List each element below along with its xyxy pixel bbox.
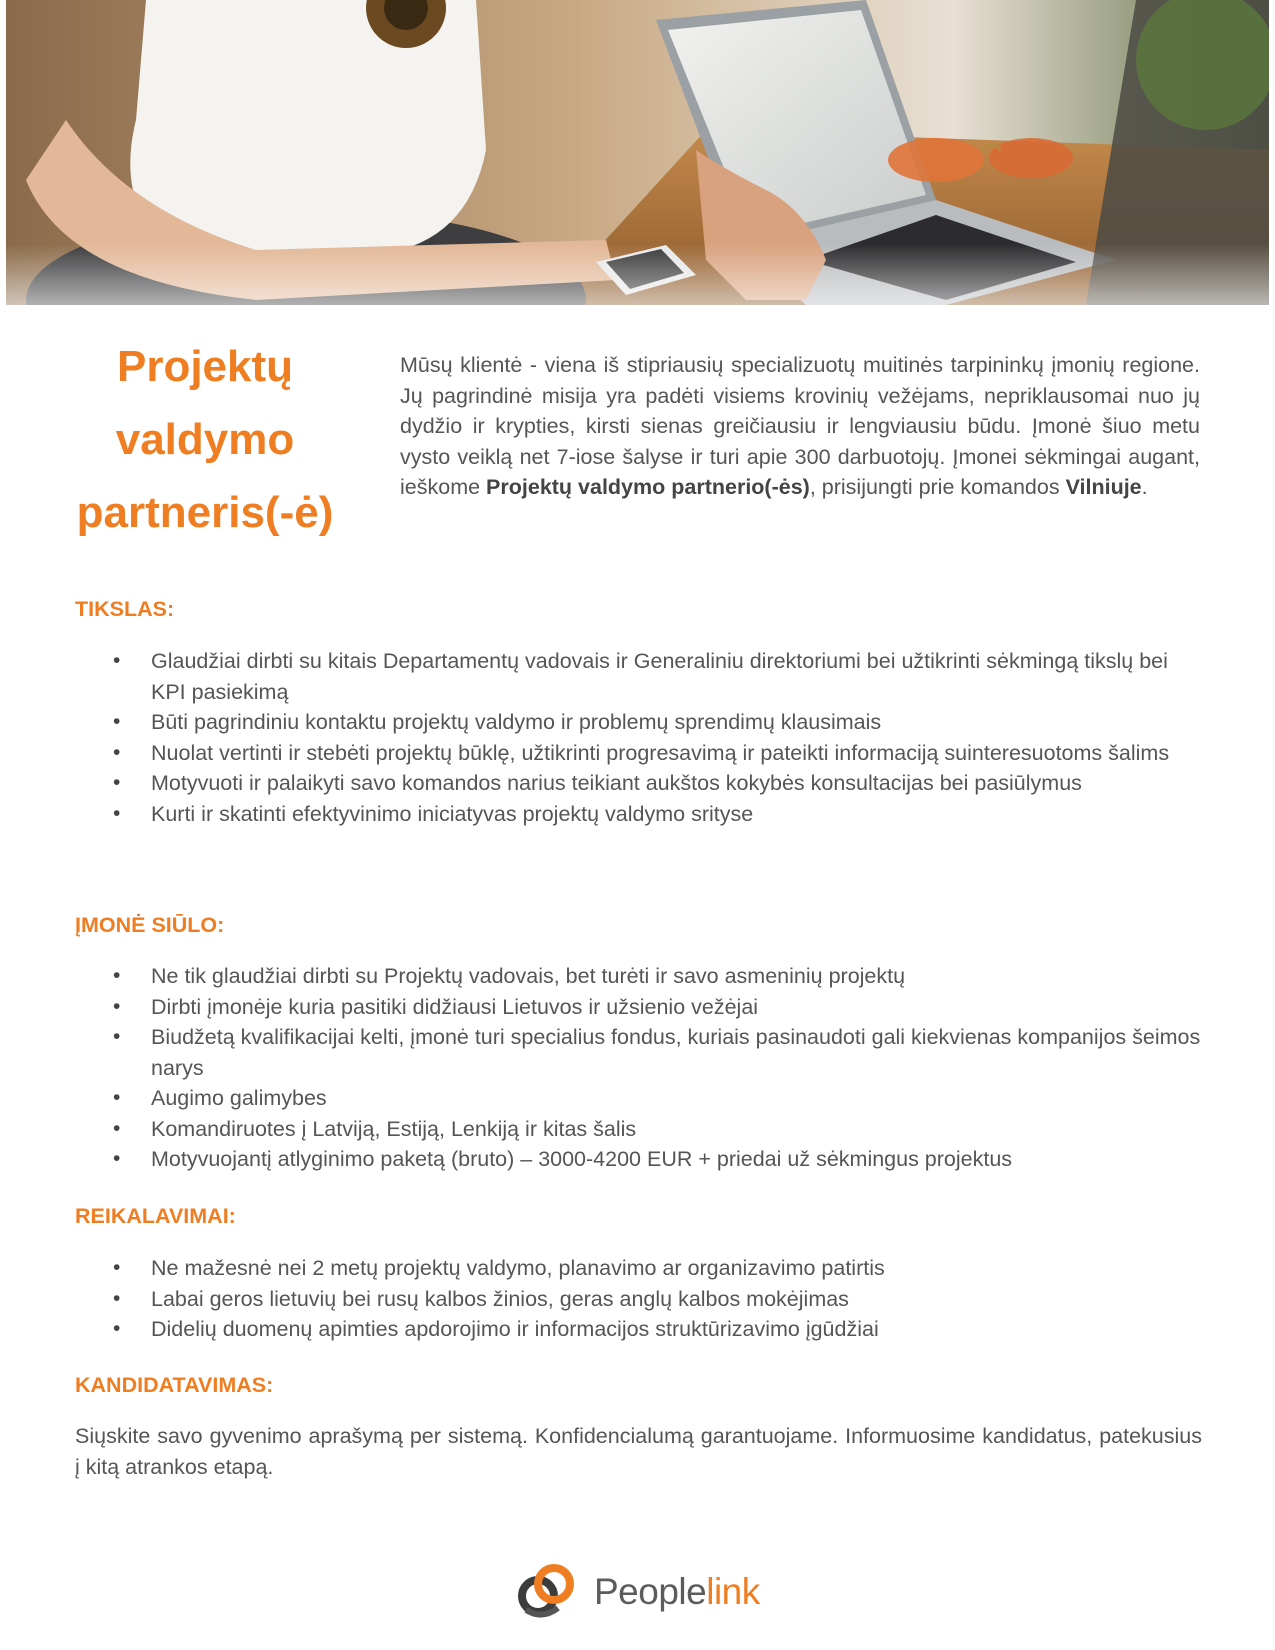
list-item: • Motyvuoti ir palaikyti savo komandos narius teikiant aukštos kokybės konsultacijas bei pasiūlymus (75, 768, 1202, 799)
section-heading-kandidatavimas: KANDIDATAVIMAS: (75, 1373, 274, 1397)
list-item: • Komandiruotes į Latviją, Estiją, Lenkiją ir kitas šalis (75, 1114, 1202, 1145)
list-tikslas (75, 646, 1202, 829)
section-heading-siulo: ĮMONĖ SIŪLO: (75, 913, 225, 937)
list-reikalavimai (75, 1253, 1202, 1345)
list-item: • Kurti ir skatinti efektyvinimo iniciatyvas projektų valdymo srityse (75, 799, 1202, 830)
company-intro (400, 350, 1200, 503)
intro-text-1: Mūsų klientė - viena iš stipriausių specializuotų muitinės tarpininkų įmonių regione. Jų pagrindinė misija yra padėti visiems krovinių vežėjams, nepriklausomai nuo jų dydžio ir krypties, kirsti sienas greičiausiu ir lengviausiu būdu. Įmonė šiuo metu vysto veiklą net 7-iose šalyse ir turi apie 300 darbuotojų. Įmonei sėkmingai augant, ieškome (400, 353, 1200, 499)
section-heading-tikslas: TIKSLAS: (75, 597, 175, 621)
logo-text-accent: link (706, 1571, 760, 1612)
job-title-line-1: Projektų (116, 342, 294, 391)
intro-position-bold: Projektų valdymo partnerio(-ės) (486, 475, 810, 499)
list-item: • Ne tik glaudžiai dirbti su Projektų vadovais, bet turėti ir savo asmeninių projektų (75, 961, 1202, 992)
list-item: • Glaudžiai dirbti su kitais Departamentų vadovais ir Generaliniu direktoriumi bei užtikrinti sėkmingą tikslų bei KPI pasiekimą (75, 646, 1202, 707)
list-item: • Labai geros lietuvių bei rusų kalbos žinios, geras anglų kalbos mokėjimas (75, 1284, 1202, 1315)
job-title-line-2: valdymo (115, 415, 295, 464)
list-siulo (75, 961, 1202, 1175)
list-item: • Biudžetą kvalifikacijai kelti, įmonė turi specialius fondus, kuriais pasinaudoti gali kiekvienas kompanijos šeimos narys (75, 1022, 1202, 1083)
list-item: • Dirbti įmonėje kuria pasitiki didžiausi Lietuvos ir užsienio vežėjai (75, 992, 1202, 1023)
list-item: • Nuolat vertinti ir stebėti projektų būklę, užtikrinti progresavimą ir pateikti informaciją suinteresuotoms šalims (75, 738, 1202, 769)
hero-photo (6, 0, 1269, 305)
peoplelink-logo-icon (512, 1558, 580, 1626)
list-item: • Motyvuojantį atlyginimo paketą (bruto) – 3000-4200 EUR + priedai už sėkmingus projektus (75, 1144, 1202, 1175)
apply-text: Siųskite savo gyvenimo aprašymą per sistemą. Konfidencialumą garantuojame. Informuosime kandidatus, patekusius į kitą atrankos etapą. (75, 1424, 1202, 1479)
list-item: • Ne mažesnė nei 2 metų projektų valdymo, planavimo ar organizavimo patirtis (75, 1253, 1202, 1284)
peoplelink-logo (512, 1557, 772, 1627)
job-title-line-3: partneris(-ė) (76, 488, 334, 537)
intro-text-2: , prisijungti prie komandos (809, 475, 1066, 499)
list-item: • Augimo galimybes (75, 1083, 1202, 1114)
intro-city-bold: Vilniuje (1065, 475, 1142, 499)
list-item: • Didelių duomenų apimties apdorojimo ir informacijos struktūrizavimo įgūdžiai (75, 1314, 1202, 1345)
logo-text-main: People (594, 1571, 707, 1612)
list-item: • Būti pagrindiniu kontaktu projektų valdymo ir problemų sprendimų klausimais (75, 707, 1202, 738)
section-heading-reikalavimai: REIKALAVIMAI: (75, 1204, 236, 1228)
job-title (60, 330, 350, 549)
intro-text-3: . (1141, 475, 1148, 499)
logo-wordmark (594, 1571, 760, 1613)
